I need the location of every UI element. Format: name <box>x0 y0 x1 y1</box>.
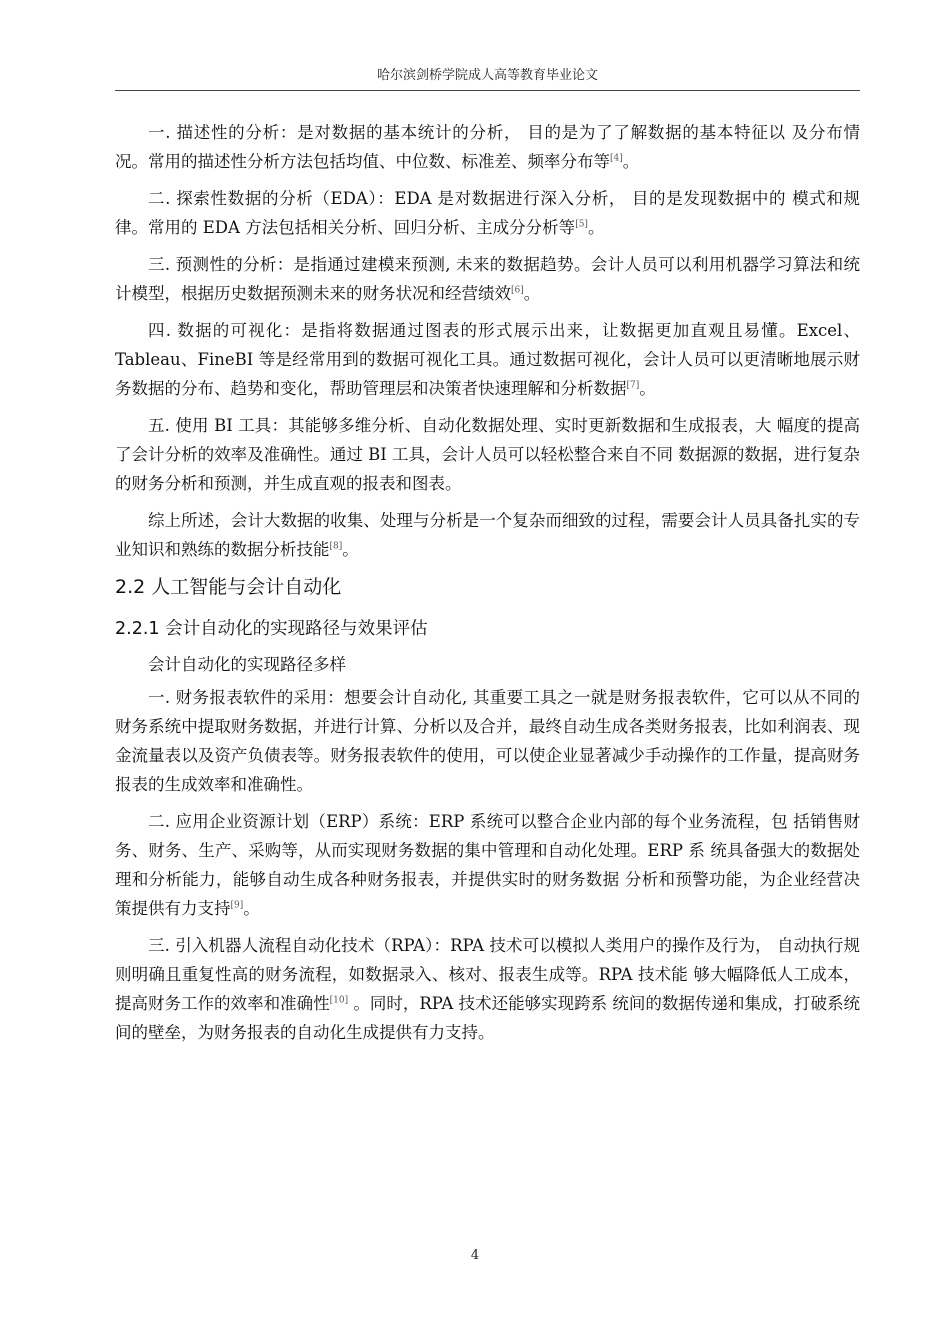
page-header <box>115 64 860 91</box>
paragraph-summary: 综上所述，会计大数据的收集、处理与分析是一个复杂而细致的过程，需要会计人员具备扎实的专业知识和熟练的数据分析技能[8]。 <box>115 511 860 559</box>
header-title: 哈尔滨剑桥学院成人高等教育毕业论文 <box>376 68 598 83</box>
paragraph-report-software: 一. 财务报表软件的采用：想要会计自动化, 其重要工具之一就是财务报表软件，它可以从不同的财务系统中提取财务数据，并进行计算、分析以及合并，最终自动生成各类财务报表，比如利润表、现金流量表以及资产负债表等。财务报表软件的使用，可以使企业显著减少手动操作的工作量，提高财务报表的生成效率和准确性。 <box>115 688 860 794</box>
citation: [8] <box>329 541 343 552</box>
page-number: 4 <box>470 1248 480 1263</box>
citation: [9] <box>230 900 244 911</box>
paragraph-bi-tools: 五. 使用 BI 工具：其能够多维分析、自动化数据处理、实时更新数据和生成报表，大 幅度的提高了会计分析的效率及准确性。通过 BI 工具，会计人员可以轻松整合来自不同 数据源的数据，进行复杂的财务分析和预测，并生成直观的报表和图表。 <box>115 416 860 493</box>
paragraph-rpa: 三. 引入机器人流程自动化技术（RPA）：RPA 技术可以模拟人类用户的操作及行为， 自动执行规则明确且重复性高的财务流程，如数据录入、核对、报表生成等。RPA 技术能 够大幅降低人工成本，提高财务工作的效率和准确性[10] 。同时，RPA 技术还能够实现跨系 统间的数据传递和集成，打破系统间的壁垒，为财务报表的自动化生成提供有力支持。 <box>115 936 860 1042</box>
page-body <box>115 118 860 1055</box>
intro-line: 会计自动化的实现路径多样 <box>148 655 346 674</box>
citation: [4] <box>610 153 623 164</box>
citation: [10] <box>329 995 349 1006</box>
subsection-heading: 2.2.1 会计自动化的实现路径与效果评估 <box>115 619 428 639</box>
section-heading: 2.2 人工智能与会计自动化 <box>115 576 342 598</box>
citation: [5] <box>575 219 588 230</box>
citation: [7] <box>626 380 640 391</box>
paragraph-descriptive-analysis: 一. 描述性的分析：是对数据的基本统计的分析， 目的是为了了解数据的基本特征以 及分布情况。常用的描述性分析方法包括均值、中位数、标准差、频率分布等[4]。 <box>115 123 860 171</box>
paragraph-eda: 二. 探索性数据的分析（EDA）：EDA 是对数据进行深入分析， 目的是发现数据中的 模式和规律。常用的 EDA 方法包括相关分析、回归分析、主成分分析等[5]。 <box>115 189 860 237</box>
paragraph-predictive: 三. 预测性的分析：是指通过建模来预测, 未来的数据趋势。会计人员可以利用机器学习算法和统计模型，根据历史数据预测未来的财务状况和经营绩效[6]。 <box>115 255 860 303</box>
paragraph-erp: 二. 应用企业资源计划（ERP）系统：ERP 系统可以整合企业内部的每个业务流程，包 括销售财务、财务、生产、采购等，从而实现财务数据的集中管理和自动化处理。ERP 系 统具备强大的数据处理和分析能力，能够自动生成各种财务报表，并提供实时的财务数据 分析和预警功能，为企业经营决策提供有力支持[9]。 <box>115 812 860 918</box>
paragraph-visualization: 四. 数据的可视化：是指将数据通过图表的形式展示出来，让数据更加直观且易懂。Excel、Tableau、FineBI 等是经常用到的数据可视化工具。通过数据可视化，会计人员可以更清晰地展示财务数据的分布、趋势和变化，帮助管理层和决策者快速理解和分析数据[7]。 <box>115 321 860 398</box>
citation: [6] <box>511 285 524 296</box>
